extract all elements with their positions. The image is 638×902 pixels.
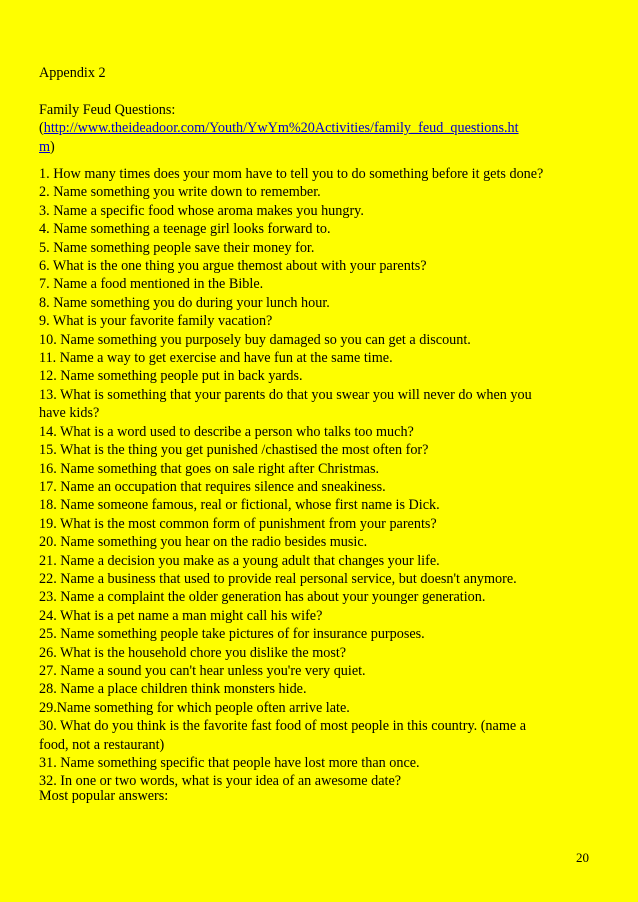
question-item: 8. Name something you do during your lunch hour. [39, 294, 330, 311]
question-item: 25. Name something people take pictures of for insurance purposes. [39, 626, 425, 643]
question-item: 19. What is the most common form of punishment from your parents? [39, 515, 437, 532]
question-item: 31. Name something specific that people have lost more than once. [39, 755, 420, 771]
question-item: 28. Name a place children think monsters hide. [39, 681, 307, 698]
question-item: 32. In one or two words, what is your idea of an awesome date? [39, 773, 402, 790]
answers-label: Most popular answers: [39, 788, 169, 804]
question-item: 27. Name a sound you can't hear unless you're very quiet. [39, 662, 366, 679]
question-item: 26. What is the household chore you dislike the most? [39, 644, 347, 661]
question-item: 14. What is a word used to describe a person who talks too much? [39, 423, 414, 440]
question-item: 30. What do you think is the favorite fast food of most people in this country. (name a food, not a restaurant) [39, 718, 527, 753]
question-item: 3. Name a specific food whose aroma makes you hungry. [39, 202, 364, 219]
page-number: 20 [576, 850, 589, 865]
source-link-part1[interactable]: http://www.theideadoor.com/Youth/YwYm%20Activities/family_feud_questions.ht [43, 120, 519, 137]
question-item: 11. Name a way to get exercise and have fun at the same time. [39, 350, 393, 367]
question-item: 5. Name something people save their money for. [39, 239, 315, 256]
question-item: 12. Name something people put in back yards. [39, 368, 303, 385]
intro-label: Family Feud Questions: [39, 102, 176, 118]
question-item: 9. What is your favorite family vacation? [39, 313, 273, 330]
question-item: 17. Name an occupation that requires silence and sneakiness. [39, 478, 386, 495]
question-item: 20. Name something you hear on the radio besides music. [39, 534, 368, 551]
appendix-title: Appendix 2 [39, 65, 106, 81]
source-close-paren: ) [50, 138, 55, 155]
question-item: 6. What is the one thing you argue themost about with your parents? [39, 258, 427, 275]
intro-section [39, 101, 559, 156]
question-item: 7. Name a food mentioned in the Bible. [39, 276, 264, 293]
source-open-paren: ( [39, 120, 44, 137]
source-link-part2[interactable]: m [39, 138, 51, 155]
question-item: 1. How many times does your mom have to tell you to do something before it gets done? [39, 166, 544, 182]
question-item: 18. Name someone famous, real or fictional, whose first name is Dick. [39, 497, 440, 514]
question-item: 29.Name something for which people often arrive late. [39, 699, 350, 716]
question-item: 4. Name something a teenage girl looks forward to. [39, 221, 331, 238]
question-item: 2. Name something you write down to remember. [39, 184, 321, 201]
question-item: 23. Name a complaint the older generation has about your younger generation. [39, 589, 486, 606]
question-item: 24. What is a pet name a man might call his wife? [39, 607, 323, 624]
source-citation [39, 119, 559, 156]
questions-list [39, 165, 559, 791]
question-item: 22. Name a business that used to provide real personal service, but doesn't anymore. [39, 570, 517, 587]
question-item: 13. What is something that your parents do that you swear you will never do when you have kids? [39, 386, 532, 422]
question-item: 15. What is the thing you get punished /chastised the most often for? [39, 442, 429, 459]
question-item: 16. Name something that goes on sale right after Christmas. [39, 460, 380, 477]
question-item: 21. Name a decision you make as a young adult that changes your life. [39, 552, 440, 569]
question-item: 10. Name something you purposely buy damaged so you can get a discount. [39, 331, 471, 348]
